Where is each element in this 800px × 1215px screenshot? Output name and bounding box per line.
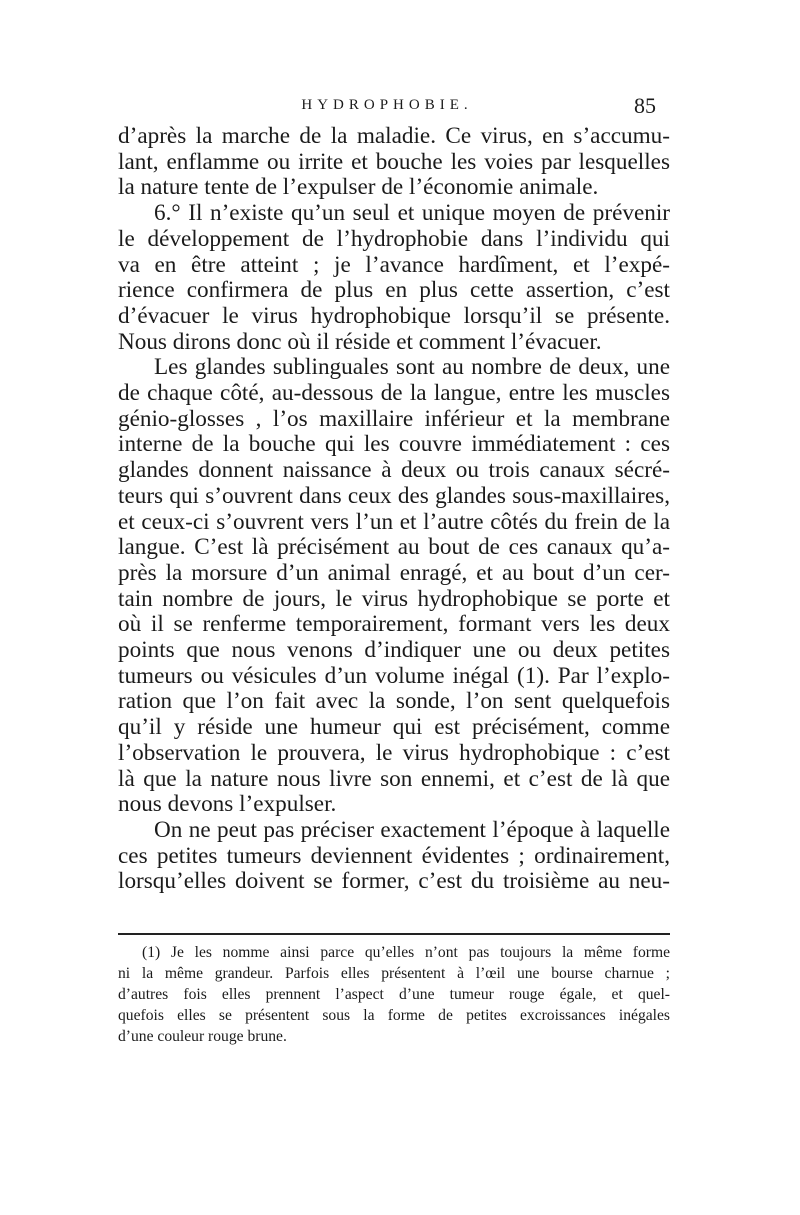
footnote-line: d’une couleur rouge brune.	[118, 1028, 287, 1045]
text-line: où il se renferme temporairement, formant vers les deux	[118, 611, 670, 638]
text-line: interne de la bouche qui les couvre immédiatement : ces	[118, 431, 670, 458]
footnote-line: ni la même grandeur. Parfois elles présentent à l’œil une bourse charnue ;	[118, 965, 670, 982]
text-line: teurs qui s’ouvrent dans ceux des glandes sous-maxillaires,	[118, 482, 670, 509]
footnote-line: d’autres fois elles prennent l’aspect d’une tumeur rouge égale, et quel-	[118, 986, 670, 1003]
main-text	[118, 124, 670, 895]
text-line: ration que l’on fait avec la sonde, l’on sent quelquefois	[118, 688, 670, 715]
text-line: d’après la marche de la maladie. Ce virus, en s’accumu-	[118, 123, 670, 149]
text-line: nous devons l’expulser.	[118, 791, 337, 818]
page-number: 85	[634, 93, 656, 118]
text-line: près la morsure d’un animal enragé, et au bout d’un cer-	[118, 559, 670, 586]
running-title: HYDROPHOBIE.	[301, 97, 473, 113]
text-line: ces petites tumeurs deviennent évidentes ; ordinairement,	[118, 842, 670, 869]
text-line: va en être atteint ; je l’avance hardîment, et l’expé-	[118, 251, 670, 278]
text-line: l’observation le prouvera, le virus hydrophobique : c’est	[118, 739, 670, 766]
text-line: langue. C’est là précisément au bout de ces canaux qu’a-	[118, 534, 670, 561]
text-line: rience confirmera de plus en plus cette assertion, c’est	[118, 277, 670, 304]
footnote-line: quefois elles se présentent sous la forme de petites excroissances inégales	[118, 1007, 670, 1024]
text-line: Les glandes sublinguales sont au nombre de deux, une	[154, 354, 670, 381]
text-line: On ne peut pas préciser exactement l’époque à laquelle	[154, 816, 670, 843]
text-line: de chaque côté, au-dessous de la langue, entre les muscles	[118, 380, 670, 407]
text-line: la nature tente de l’expulser de l’économie animale.	[118, 174, 599, 201]
text-line: points que nous venons d’indiquer une ou deux petites	[118, 637, 670, 664]
footnote	[118, 942, 670, 1047]
text-line: 6.° Il n’existe qu’un seul et unique moyen de prévenir	[154, 200, 670, 227]
footnote-line: (1) Je les nomme ainsi parce qu’elles n’ont pas toujours la même forme	[142, 944, 670, 961]
page-header	[118, 93, 656, 123]
text-line: qu’il y réside une humeur qui est précisément, comme	[118, 714, 670, 741]
text-line: Nous dirons donc où il réside et comment l’évacuer.	[118, 328, 602, 355]
text-line: le développement de l’hydrophobie dans l’individu qui	[118, 225, 670, 252]
text-line: et ceux-ci s’ouvrent vers l’un et l’autre côtés du frein de la	[118, 508, 670, 535]
text-line: tain nombre de jours, le virus hydrophobique se porte et	[118, 585, 670, 612]
footnote-divider	[118, 933, 670, 935]
text-line: lorsqu’elles doivent se former, c’est du troisième au neu-	[118, 868, 670, 895]
text-line: génio-glosses , l’os maxillaire inférieur et la membrane	[118, 405, 670, 432]
text-line: là que la nature nous livre son ennemi, et c’est de là que	[118, 765, 670, 792]
text-line: d’évacuer le virus hydrophobique lorsqu’il se présente.	[118, 302, 670, 329]
text-line: tumeurs ou vésicules d’un volume inégal (1). Par l’explo-	[118, 662, 670, 689]
text-line: lant, enflamme ou irrite et bouche les voies par lesquelles	[118, 148, 670, 175]
text-line: glandes donnent naissance à deux ou trois canaux sécré-	[118, 457, 670, 484]
